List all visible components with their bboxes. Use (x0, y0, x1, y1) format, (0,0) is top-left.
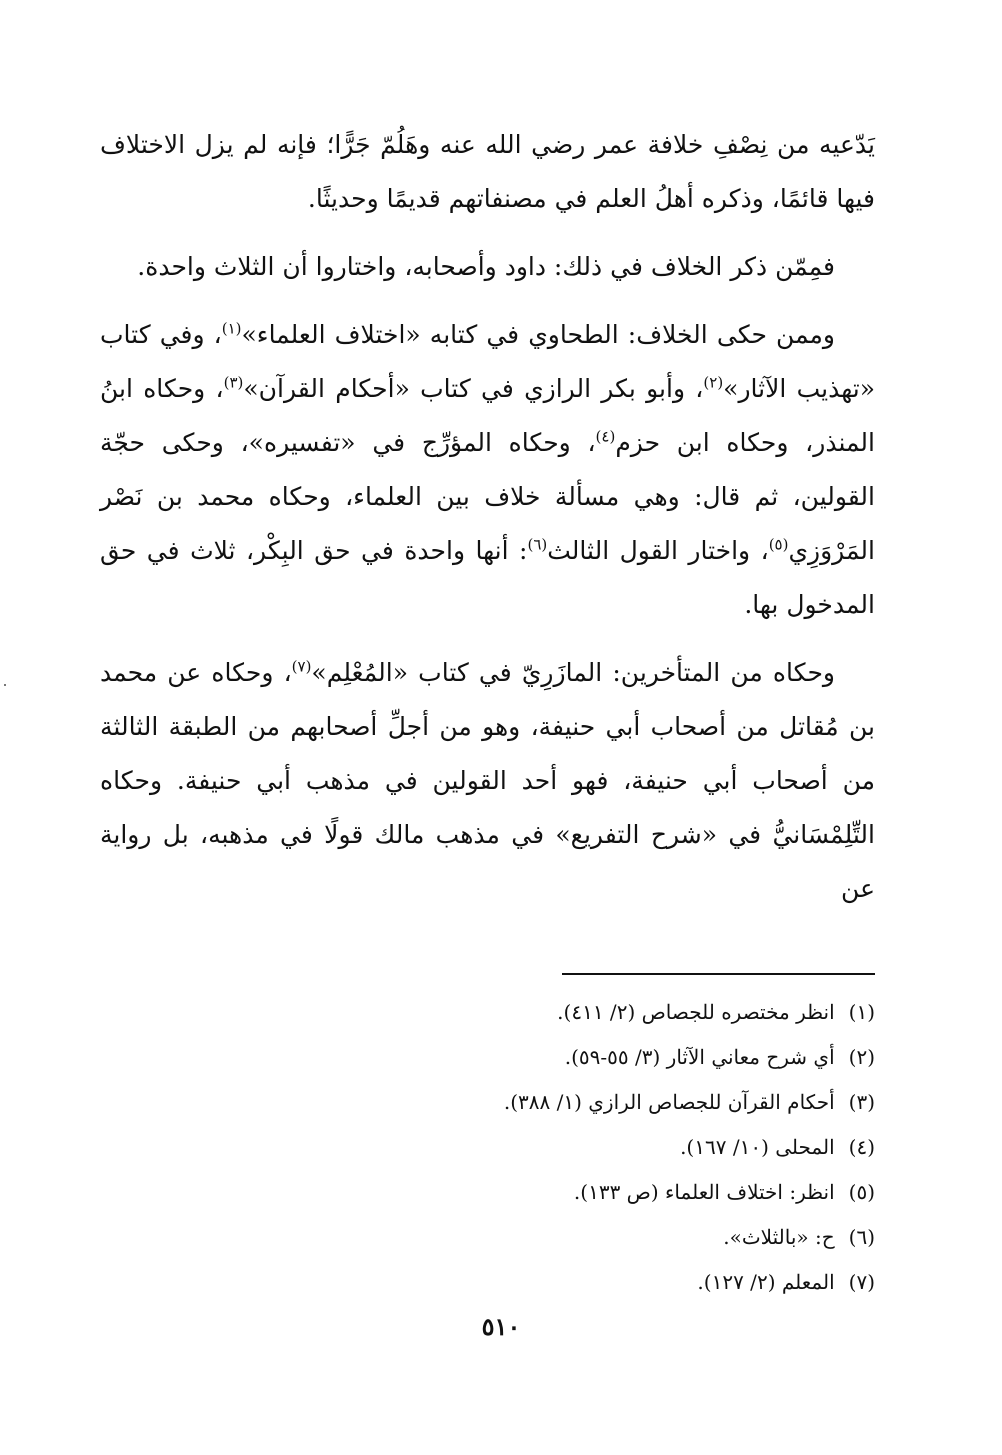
text-run: ، وحكاه عن محمد بن مُقاتل من أصحاب أبي حنيفة، وهو من أجلِّ أصحابهم من الطبقة الثالثة من أصحاب أبي حنيفة، فهو أحد القولين في مذهب أبي حنيفة. وحكاه التِّلِمْسَانيُّ في «شرح التفريع» في مذهب مالك قولًا في مذهبه، بل رواية عن (100, 658, 875, 903)
footnote-number: (٧) (848, 1270, 875, 1294)
footnote-text: أحكام القرآن للجصاص الرازي (١/ ٣٨٨). (503, 1090, 835, 1114)
paragraph-4 (100, 646, 875, 916)
footnote-number: (٤) (848, 1135, 875, 1159)
footnote-number: (٣) (848, 1090, 875, 1114)
footnote-text: المحلى (١٠/ ١٦٧). (680, 1135, 835, 1159)
footnote-number: (٦) (848, 1225, 875, 1249)
footnotes (100, 990, 875, 1305)
footnote-text: أي شرح معاني الآثار (٣/ ٥٥-٥٩). (564, 1045, 835, 1069)
footnote-ref-4: (٤) (595, 427, 616, 446)
text-run: ، واختار القول الثالث (547, 536, 769, 565)
footnote-ref-7: (٧) (291, 657, 312, 676)
footnote-6 (100, 1215, 875, 1260)
footnote-separator (562, 973, 875, 975)
footnote-ref-6: (٦) (527, 535, 548, 554)
footnote-text: انظر مختصره للجصاص (٢/ ٤١١). (557, 1000, 835, 1024)
footnote-text: المعلم (٢/ ١٢٧). (697, 1270, 835, 1294)
footnote-7 (100, 1260, 875, 1305)
footnote-2 (100, 1035, 875, 1080)
footnote-ref-3: (٣) (223, 373, 244, 392)
footnote-number: (٥) (848, 1180, 875, 1204)
footnote-ref-1: (١) (221, 319, 242, 338)
footnote-text: ح: «بالثلاث». (723, 1225, 835, 1249)
footnote-3 (100, 1080, 875, 1125)
footnote-1 (100, 990, 875, 1035)
paragraph-3 (100, 308, 875, 632)
text-run: ، وفي كتاب «تهذيب الآثار» (100, 320, 876, 403)
text-run: وممن حكى الخلاف: الطحاوي في كتابه «اختلاف العلماء» (241, 320, 835, 349)
text-run: ، وأبو بكر الرازي في كتاب «أحكام القرآن» (243, 374, 704, 403)
footnote-number: (٢) (848, 1045, 875, 1069)
footnote-ref-5: (٥) (768, 535, 789, 554)
footnote-number: (١) (848, 1000, 875, 1024)
main-text (100, 118, 875, 930)
text-run: ، وحكاه المؤرِّج في «تفسيره»، وحكى حجّة القولين، ثم قال: وهي مسألة خلاف بين العلماء، وحكاه محمد بن نَصْر المَرْوَزِي (100, 428, 875, 565)
paragraph-2: فمِمّن ذكر الخلاف في ذلك: داود وأصحابه، واختاروا أن الثلاث واحدة. (137, 252, 835, 281)
scan-speck (4, 684, 6, 686)
text-run: وحكاه من المتأخرين: المازَرِيّ في كتاب «المُعْلِم» (311, 658, 835, 687)
paragraph-1: يَدّعيه من نِصْفِ خلافة عمر رضي الله عنه وهَلُمّ جَرًّا؛ فإنه لم يزل الاختلاف فيها قائمًا، وذكره أهلُ العلم في مصنفاتهم قديمًا وحديثًا. (100, 130, 875, 213)
footnote-text: انظر: اختلاف العلماء (ص ١٣٣). (573, 1180, 835, 1204)
page-number: ٥١٠ (481, 1312, 521, 1341)
footnote-4 (100, 1125, 875, 1170)
footnote-ref-2: (٢) (703, 373, 724, 392)
text-run: : أنها واحدة في حق البِكْر، ثلاث في حق المدخول بها. (100, 536, 875, 619)
text-run: ، وحكاه ابنُ المنذر، وحكاه ابن حزم (100, 374, 875, 457)
footnote-5 (100, 1170, 875, 1215)
